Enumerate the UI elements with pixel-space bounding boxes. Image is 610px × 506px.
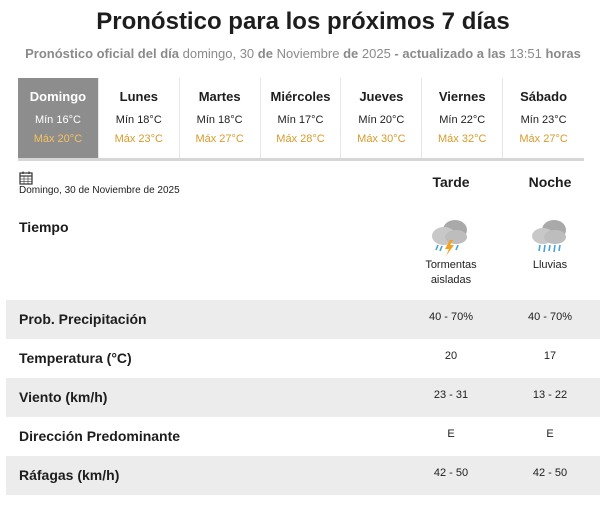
value-noche: 17	[543, 350, 557, 362]
day-tabs	[18, 78, 584, 161]
page-subtitle: Pronóstico oficial del día domingo, 30 de Noviembre de 2025 - actualizado a las 13:51 horas	[25, 46, 581, 61]
day-max-temp: Máx 27°C	[195, 133, 244, 145]
column-header-noche: Noche	[528, 174, 572, 190]
value-tarde: 40 - 70%	[428, 311, 474, 323]
day-tab-viernes[interactable]	[422, 78, 503, 158]
value-noche: E	[546, 428, 554, 440]
table-row	[6, 378, 600, 417]
day-name: Lunes	[119, 89, 158, 104]
page-title: Pronóstico para los próximos 7 días	[96, 8, 510, 35]
column-header-tarde: Tarde	[432, 174, 470, 190]
row-label: Dirección Predominante	[19, 428, 181, 444]
table-row	[6, 456, 600, 495]
value-tarde: 23 - 31	[433, 389, 469, 401]
row-label: Temperatura (°C)	[19, 350, 132, 366]
day-max-temp: Máx 30°C	[357, 133, 406, 145]
value-tarde: E	[447, 428, 455, 440]
day-max-temp: Máx 23°C	[114, 133, 163, 145]
day-name: Martes	[198, 89, 241, 104]
day-tab-lunes[interactable]	[99, 78, 180, 158]
day-max-temp: Máx 27°C	[519, 133, 568, 145]
table-row	[6, 300, 600, 339]
day-name: Domingo	[29, 89, 87, 104]
value-noche: 42 - 50	[532, 467, 568, 479]
day-name: Jueves	[359, 89, 404, 104]
day-tab-domingo[interactable]	[18, 78, 99, 158]
value-noche: 13 - 22	[532, 389, 568, 401]
day-min-temp: Mín 18°C	[196, 114, 243, 126]
day-min-temp: Mín 18°C	[115, 114, 162, 126]
day-tab-miercoles[interactable]	[261, 78, 342, 158]
value-tarde: 20	[444, 350, 458, 362]
value-tarde: 42 - 50	[433, 467, 469, 479]
day-tab-sabado[interactable]	[503, 78, 584, 158]
row-label: Prob. Precipitación	[19, 311, 147, 327]
day-name: Miércoles	[270, 89, 331, 104]
table-row	[6, 339, 600, 378]
thunderstorm-cloud-icon	[428, 216, 472, 256]
day-max-temp: Máx 32°C	[438, 133, 487, 145]
row-label: Ráfagas (km/h)	[19, 467, 120, 483]
calendar-icon	[19, 171, 33, 185]
day-max-temp: Máx 28°C	[276, 133, 325, 145]
day-min-temp: Mín 17°C	[277, 114, 324, 126]
day-name: Viernes	[438, 89, 486, 104]
value-noche: 40 - 70%	[527, 311, 573, 323]
table-row	[6, 417, 600, 456]
day-name: Sábado	[520, 89, 568, 104]
day-min-temp: Mín 22°C	[439, 114, 486, 126]
day-tab-martes[interactable]	[180, 78, 261, 158]
day-tab-jueves[interactable]	[341, 78, 422, 158]
day-min-temp: Mín 23°C	[520, 114, 567, 126]
day-min-temp: Mín 20°C	[358, 114, 405, 126]
rain-cloud-icon	[528, 216, 572, 256]
weather-desc-tarde: Tormentas aisladas	[425, 259, 477, 286]
row-label-tiempo: Tiempo	[19, 219, 69, 235]
day-min-temp: Mín 16°C	[34, 114, 81, 126]
selected-date: Domingo, 30 de Noviembre de 2025	[19, 185, 180, 196]
row-label: Viento (km/h)	[19, 389, 108, 405]
day-max-temp: Máx 20°C	[33, 133, 83, 145]
weather-desc-noche: Lluvias	[532, 259, 568, 271]
